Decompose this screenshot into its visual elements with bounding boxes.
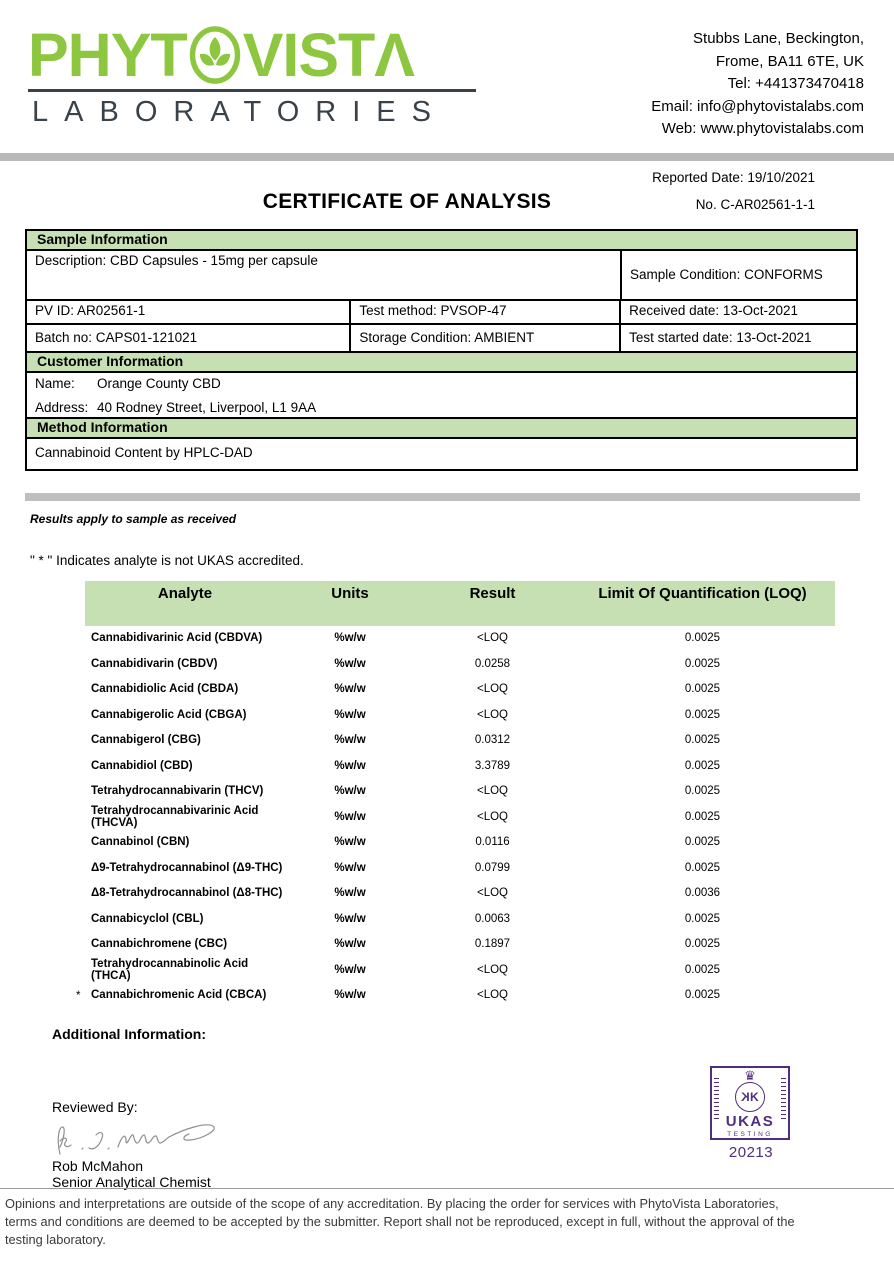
sample-description: Description: CBD Capsules - 15mg per capsule [27,251,622,299]
contact-tel: Tel: +441373470418 [727,75,864,92]
reported-date: Reported Date: 19/10/2021 [652,169,815,185]
results-table-header [85,581,835,626]
brand-wordmark [28,20,476,89]
analyte-name: Δ9-Tetrahydrocannabinol (Δ9-THC) [91,861,283,874]
analyte-name: Tetrahydrocannabinolic Acid (THCA) [91,957,249,982]
customer-details [27,373,856,417]
analyte-units: %w/w [334,836,366,849]
analyte-loq: 0.0025 [684,657,721,670]
column-header-units: Units [331,584,369,602]
page-header [0,0,894,141]
analyte-result: <LOQ [476,632,508,645]
ukas-accreditation-mark [710,1066,792,1161]
analyte-result: <LOQ [476,683,508,696]
customer-row [27,373,856,419]
analyte-result: 0.0063 [474,912,511,925]
brand-text-post: VIST [242,20,375,89]
ukas-type: TESTING [727,1131,773,1138]
contact-web: Web: www.phytovistalabs.com [661,120,864,137]
analyte-result: <LOQ [476,989,508,1002]
analyte-name: Cannabinol (CBN) [91,836,190,849]
column-header-loq: Limit Of Quantification (LOQ) [598,584,807,602]
customer-address-value: 40 Rodney Street, Liverpool, L1 9AA [97,399,317,415]
signature-icon [50,1116,230,1162]
customer-address-label: Address: [35,399,89,415]
table-row [76,983,835,1009]
analyte-name: Cannabicyclol (CBL) [91,912,204,925]
table-row [85,753,835,779]
analyte-units: %w/w [334,810,366,823]
analyte-name: Cannabichromene (CBC) [91,938,228,951]
analyte-name: Cannabigerol (CBG) [91,734,201,747]
analyte-loq: 0.0025 [684,938,721,951]
accreditation-note: " * " Indicates analyte is not UKAS accredited. [30,552,304,568]
analyte-units: %w/w [334,887,366,900]
reviewed-by-label: Reviewed By: [52,1099,138,1115]
reviewer-name: Rob McMahon [52,1158,144,1174]
table-row [85,881,835,907]
table-row [85,957,835,983]
analyte-loq: 0.0025 [684,683,721,696]
analyte-loq: 0.0025 [684,734,721,747]
customer-name-value: Orange County CBD [97,375,221,391]
table-row [85,626,835,652]
table-row [85,651,835,677]
table-row [85,906,835,932]
analyte-loq: 0.0025 [684,912,721,925]
pv-id: PV ID: AR02561-1 [27,301,351,323]
received-date: Received date: 13-Oct-2021 [629,302,798,318]
lab-contact-info [651,24,864,141]
analyte-name: * Cannabichromenic Acid (CBCA) [76,989,267,1003]
results-table-body [76,626,835,1009]
table-row [85,728,835,754]
disclaimer-text: Opinions and interpretations are outside of the scope of any accreditation. By placing the order for services with PhytoVista Laboratories, terms and conditions are deemed to be accepted by the submitter. Report shall not be reproduced, except in full, without the approval of the testing laboratory. [5,1196,795,1247]
table-row [85,677,835,703]
results-note: Results apply to sample as received [30,511,237,526]
analyte-result: 3.3789 [474,759,511,772]
analyte-loq: 0.0025 [684,632,721,645]
batch-number: Batch no: CAPS01-121021 [27,325,351,351]
sample-information-header: Sample Information [27,231,856,251]
analyte-units: %w/w [334,632,366,645]
analyte-result: 0.0312 [474,734,511,747]
ruler-ticks-left-icon [714,1078,719,1120]
analyte-result: 0.0258 [474,657,511,670]
phytovista-logo [28,20,476,129]
info-table [25,229,858,471]
analyte-name: Cannabigerolic Acid (CBGA) [91,708,247,721]
analyte-result: <LOQ [476,810,508,823]
header-divider-bar [0,153,894,161]
table-row [85,830,835,856]
ukas-name: UKAS [725,1113,775,1130]
additional-information-label: Additional Information: [52,1026,206,1042]
analyte-name: Δ8-Tetrahydrocannabinol (Δ8-THC) [91,887,283,900]
not-accredited-marker: * [76,990,81,1003]
analyte-units: %w/w [334,708,366,721]
sample-ids-row [27,301,856,325]
leaf-emblem-icon [188,24,242,86]
analyte-loq: 0.0025 [684,785,721,798]
analyte-name: Cannabidiolic Acid (CBDA) [91,683,239,696]
table-row [85,804,835,830]
analyte-loq: 0.0025 [684,836,721,849]
column-header-analyte: Analyte [157,584,213,602]
analyte-loq: 0.0025 [684,708,721,721]
report-number: No. C-AR02561-1-1 [695,196,815,212]
crown-icon [712,1069,788,1082]
analyte-loq: 0.0025 [684,963,721,976]
ruler-ticks-right-icon [781,1078,786,1120]
method-row [27,439,856,469]
brand-text-pre: PHYT [28,20,187,89]
contact-address-line1: Stubbs Lane, Beckington, [693,30,864,47]
page-footer [0,1188,894,1249]
analyte-units: %w/w [334,861,366,874]
description-row [27,251,856,301]
table-row [85,932,835,958]
analyte-result: <LOQ [476,963,508,976]
customer-information-header: Customer Information [27,353,856,373]
analyte-result: <LOQ [476,785,508,798]
ukas-symbol-icon [735,1082,765,1112]
method-information-header: Method Information [27,419,856,439]
batch-row [27,325,856,353]
brand-text-last: Λ [374,20,414,89]
analyte-result: 0.0799 [474,861,511,874]
method-description: Cannabinoid Content by HPLC-DAD [35,444,253,460]
analyte-result: 0.1897 [474,938,511,951]
ukas-badge [710,1066,790,1140]
analyte-result: <LOQ [476,887,508,900]
analyte-name: Cannabidivarin (CBDV) [91,657,218,670]
table-row [85,702,835,728]
contact-address-line2: Frome, BA11 6TE, UK [715,52,864,70]
sample-condition: Sample Condition: CONFORMS [630,266,823,282]
analyte-units: %w/w [334,912,366,925]
analyte-units: %w/w [334,657,366,670]
analyte-units: %w/w [334,785,366,798]
analyte-name: Cannabidivarinic Acid (CBDVA) [91,632,263,645]
contact-email: Email: info@phytovistalabs.com [651,97,864,115]
analyte-loq: 0.0036 [684,887,721,900]
analyte-loq: 0.0025 [684,810,721,823]
analyte-units: %w/w [334,989,366,1002]
title-block [0,161,894,223]
analyte-units: %w/w [334,734,366,747]
reviewer-title: Senior Analytical Chemist [52,1174,211,1190]
analyte-units: %w/w [334,759,366,772]
table-row [85,779,835,805]
ukas-accreditation-number: 20213 [728,1144,774,1161]
customer-name-line [35,376,848,391]
section-divider-bar [25,493,860,501]
storage-condition: Storage Condition: AMBIENT [351,325,621,351]
customer-name-label: Name: [35,375,75,391]
analyte-name: Tetrahydrocannabivarinic Acid (THCVA) [91,804,259,829]
analyte-units: %w/w [334,963,366,976]
analyte-loq: 0.0025 [684,989,721,1002]
analyte-units: %w/w [334,938,366,951]
analyte-result: 0.0116 [475,836,510,849]
analyte-name: Tetrahydrocannabivarin (THCV) [91,785,264,798]
brand-subtitle: LABORATORIES [28,89,476,129]
analyte-units: %w/w [334,683,366,696]
analyte-loq: 0.0025 [684,759,721,772]
analyte-name: Cannabidiol (CBD) [91,759,193,772]
analyte-loq: 0.0025 [684,861,721,874]
results-table [76,581,835,1009]
test-started-date: Test started date: 13-Oct-2021 [629,329,812,345]
page-title: CERTIFICATE OF ANALYSIS [262,189,552,213]
test-method: Test method: PVSOP-47 [351,301,621,323]
analyte-result: <LOQ [476,708,508,721]
table-row [85,855,835,881]
column-header-result: Result [469,584,516,602]
customer-address-line [35,400,848,415]
